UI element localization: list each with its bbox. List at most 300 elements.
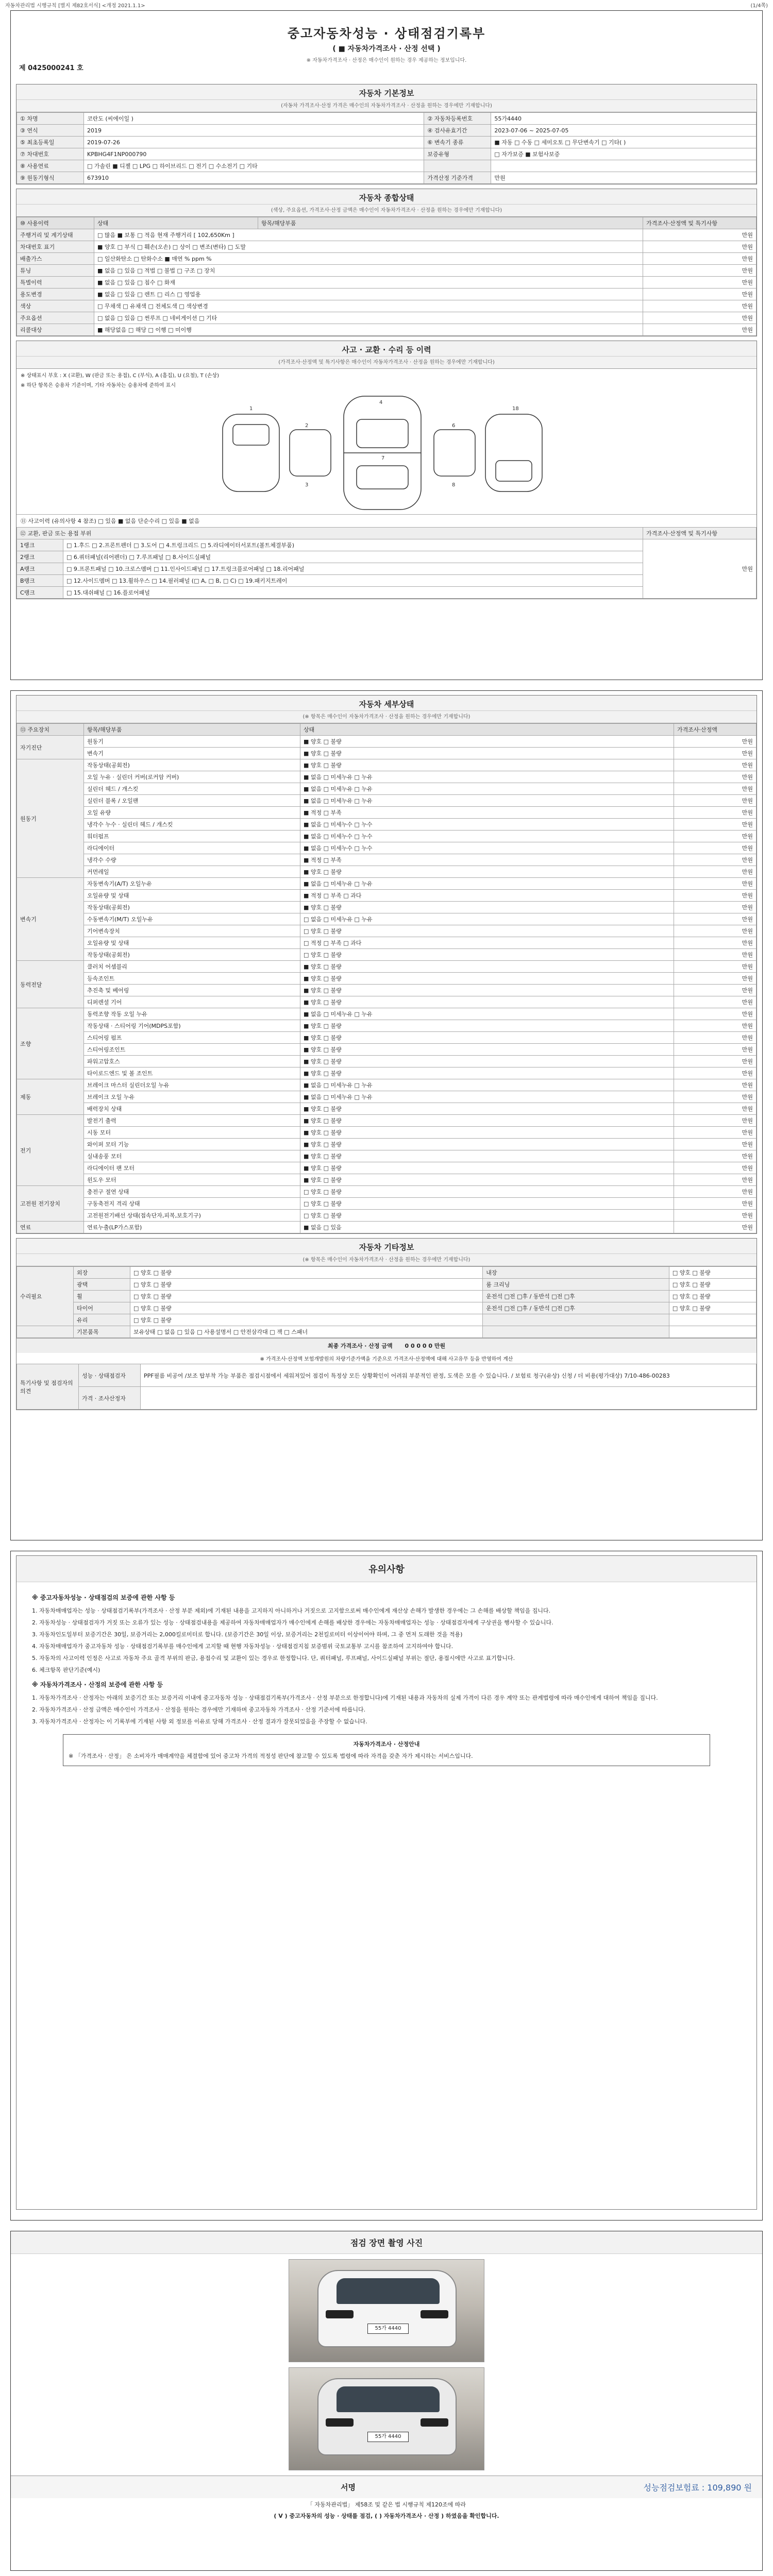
repair-price-head: 가격조사·산정액 및 특기사항 bbox=[643, 528, 757, 539]
detail-price: 만원 bbox=[674, 1186, 757, 1198]
detail-price: 만원 bbox=[674, 1210, 757, 1222]
form-header bbox=[5, 0, 768, 9]
detail-price: 만원 bbox=[674, 878, 757, 890]
detail-price: 만원 bbox=[674, 1222, 757, 1233]
detail-state: ■ 적정 □ 부족 bbox=[300, 807, 674, 819]
other-subtitle: (※ 항목은 매수인이 자동차가격조사 · 산정을 원하는 경우에만 기재합니다) bbox=[16, 1254, 757, 1266]
detail-row bbox=[17, 1020, 757, 1032]
price-guide-box bbox=[63, 1734, 710, 1766]
detail-state: ■ 양호 □ 불량 bbox=[300, 996, 674, 1008]
summary-row bbox=[17, 289, 757, 300]
detail-subtitle: (※ 항목은 매수인이 자동차가격조사 · 산정을 원하는 경우에만 기재합니다) bbox=[16, 711, 757, 723]
detail-price: 만원 bbox=[674, 1115, 757, 1127]
detail-item: 오일유량 및 상태 bbox=[84, 890, 300, 902]
detail-state: ■ 없음 □ 미세누유 □ 누유 bbox=[300, 1008, 674, 1020]
inspection-fee: 성능점검보험료 : 109,890 원 bbox=[643, 2483, 752, 2493]
inspection-photo-2 bbox=[289, 2367, 484, 2470]
detail-state: ■ 없음 □ 미세누유 □ 누유 bbox=[300, 771, 674, 783]
summary-head: 상태 bbox=[94, 217, 258, 229]
other-blank bbox=[17, 1326, 74, 1338]
detail-state: ■ 양호 □ 불량 bbox=[300, 985, 674, 996]
summary-title: 자동차 종합상태 bbox=[16, 189, 757, 205]
other-row bbox=[17, 1279, 757, 1291]
detail-row bbox=[17, 771, 757, 783]
other-repair-label: 수리필요 bbox=[17, 1267, 74, 1326]
detail-group: 동력전달 bbox=[17, 961, 84, 1008]
svg-text:8: 8 bbox=[452, 482, 456, 488]
summary-section bbox=[16, 189, 757, 336]
law-text-2: ( V ) 중고자동차의 성능 · 상태를 점검, ( ) 자동차가격조사 · 산정 ) 하였음을 확인합니다. bbox=[274, 2513, 499, 2519]
detail-item: 냉각수 누수 · 실린더 헤드 / 개스킷 bbox=[84, 819, 300, 831]
detail-price: 만원 bbox=[674, 771, 757, 783]
detail-state: ■ 적정 □ 부족 bbox=[300, 854, 674, 866]
detail-item: 작동상태(공회전) bbox=[84, 759, 300, 771]
basic-info-section bbox=[16, 84, 757, 184]
detail-row bbox=[17, 1222, 757, 1233]
other-value-2: □ 양호 □ 불량 bbox=[669, 1302, 756, 1314]
detail-row bbox=[17, 866, 757, 878]
detail-row bbox=[17, 913, 757, 925]
other-value-2 bbox=[669, 1326, 756, 1338]
summary-price: 만원 bbox=[643, 312, 757, 324]
detail-item: 라디에이터 bbox=[84, 842, 300, 854]
detail-state: ■ 없음 □ 미세누유 □ 누유 bbox=[300, 878, 674, 890]
detail-price: 만원 bbox=[674, 1139, 757, 1150]
detail-row bbox=[17, 1186, 757, 1198]
repair-rank: 2랭크 bbox=[17, 551, 63, 563]
detail-price: 만원 bbox=[674, 937, 757, 949]
detail-group: 연료 bbox=[17, 1222, 84, 1233]
detail-row bbox=[17, 842, 757, 854]
summary-key: 튜닝 bbox=[17, 265, 94, 277]
detail-item: 시동 모터 bbox=[84, 1127, 300, 1139]
detail-row bbox=[17, 961, 757, 973]
detail-section bbox=[16, 695, 757, 1234]
other-key-2: 내장 bbox=[483, 1267, 669, 1279]
basic-row bbox=[17, 160, 757, 172]
detail-item: 스티어링조인트 bbox=[84, 1044, 300, 1056]
basic-row bbox=[17, 137, 757, 148]
repair-rank: 1랭크 bbox=[17, 539, 63, 551]
basic-value: 55가4440 bbox=[491, 113, 757, 125]
basic-key: 가격산정 기준가격 bbox=[424, 172, 491, 184]
other-key: 유리 bbox=[74, 1314, 130, 1326]
summary-value: ■ 해당없음 □ 해당 □ 이행 □ 미이행 bbox=[94, 324, 643, 336]
svg-text:1: 1 bbox=[249, 406, 253, 412]
detail-state: ■ 양호 □ 불량 bbox=[300, 1150, 674, 1162]
detail-row bbox=[17, 925, 757, 937]
detail-state: □ 없음 □ 미세누유 □ 누유 bbox=[300, 913, 674, 925]
detail-state: ■ 양호 □ 불량 bbox=[300, 759, 674, 771]
page-2 bbox=[10, 690, 763, 1540]
detail-row bbox=[17, 1091, 757, 1103]
detail-row bbox=[17, 1079, 757, 1091]
summary-key: 리콜대상 bbox=[17, 324, 94, 336]
other-key-2: 룸 크리닝 bbox=[483, 1279, 669, 1291]
detail-price: 만원 bbox=[674, 913, 757, 925]
basic-row bbox=[17, 113, 757, 125]
detail-row bbox=[17, 1174, 757, 1186]
detail-group: 전기 bbox=[17, 1115, 84, 1186]
notice-body bbox=[16, 1582, 757, 1780]
basic-row bbox=[17, 125, 757, 137]
detail-item: 오일 유량 bbox=[84, 807, 300, 819]
other-value: □ 양호 □ 불량 bbox=[130, 1267, 483, 1279]
page-4 bbox=[10, 2231, 763, 2571]
special-text-2 bbox=[141, 1387, 757, 1410]
repair-head: ⑫ 교환, 판금 또는 용접 부위 bbox=[17, 528, 643, 539]
sign-row bbox=[11, 2476, 762, 2498]
other-key-2: 운전석 □전 □후 / 동반석 □전 □후 bbox=[483, 1302, 669, 1314]
detail-head: 항목/해당부품 bbox=[84, 724, 300, 736]
other-key: 외장 bbox=[74, 1267, 130, 1279]
basic-value: 코란도 (씨에이일 ) bbox=[84, 113, 424, 125]
notice-item: 2. 자동차가격조사 · 산정 금액은 매수인이 가격조사 · 산정을 원하는 경우에만 기재하며 중고자동차 가격조사 · 산정 기준서에 따릅니다. bbox=[32, 1706, 366, 1713]
summary-price: 만원 bbox=[643, 265, 757, 277]
detail-price: 만원 bbox=[674, 819, 757, 831]
detail-item: 구동축전지 격리 상태 bbox=[84, 1198, 300, 1210]
other-table bbox=[16, 1266, 757, 1338]
summary-value: □ 무채색 □ 유채색 □ 전체도색 □ 색상변경 bbox=[94, 300, 643, 312]
notice-item: 1. 자동차가격조사 · 산정자는 아래의 보증기간 또는 보증거리 이내에 중고자동차 성능 · 상태점검기록부(가격조사 · 산정 부분으로 한정합니다)에 기재된 내용과 자동차의 실제 가격이 다른 경우 계약 또는 관계법령에 따라 매수인에게 대하여 책임을 집니다. bbox=[32, 1694, 658, 1701]
detail-item: 연료누출(LP가스포함) bbox=[84, 1222, 300, 1233]
detail-price: 만원 bbox=[674, 1044, 757, 1056]
other-row bbox=[17, 1314, 757, 1326]
detail-row bbox=[17, 1067, 757, 1079]
special-label: 특기사항 및 점검자의 의견 bbox=[17, 1364, 79, 1410]
detail-price: 만원 bbox=[674, 1174, 757, 1186]
notice-item: 3. 자동차인도일부터 보증기간은 30일, 보증거리는 2,000킬로미터로 합니다. (보증기간은 30일 이상, 보증거리는 2천킬로미터 이상이어야 하며, 그 중 먼저 도래한 것을 적용) bbox=[32, 1631, 463, 1638]
notice-list-1 bbox=[32, 1606, 741, 1674]
detail-item: 타이로드엔드 및 볼 조인트 bbox=[84, 1067, 300, 1079]
basic-info-subtitle: (자동차 가격조사·산정 가격은 매수인의 자동차가격조사 · 산정을 원하는 경우에만 기재합니다) bbox=[16, 100, 757, 112]
basic-value: □ 자가보증 ■ 보험사보증 bbox=[491, 148, 757, 160]
detail-state: ■ 없음 □ 미세누유 □ 누유 bbox=[300, 795, 674, 807]
detail-item: 커먼레일 bbox=[84, 866, 300, 878]
form-subtitle: ( ■ 자동차가격조사 · 산정 선택 ) bbox=[332, 45, 441, 53]
basic-key: ⑨ 원동기형식 bbox=[17, 172, 84, 184]
basic-key bbox=[424, 160, 491, 172]
detail-row bbox=[17, 1127, 757, 1139]
price-guide-title: 자동차가격조사 · 산정안내 bbox=[353, 1741, 420, 1748]
detail-price: 만원 bbox=[674, 949, 757, 961]
notice-list-2 bbox=[32, 1693, 741, 1726]
repair-parts: □ 15.대쉬패널 □ 16.플로어패널 bbox=[63, 587, 643, 599]
detail-state: ■ 양호 □ 불량 bbox=[300, 1127, 674, 1139]
detail-state: ■ 없음 □ 미세누수 □ 누수 bbox=[300, 819, 674, 831]
total-label: 최종 가격조사 · 산정 금액 bbox=[327, 1343, 393, 1349]
other-value-2: □ 양호 □ 불량 bbox=[669, 1267, 756, 1279]
detail-row bbox=[17, 1008, 757, 1020]
detail-head: 상태 bbox=[300, 724, 674, 736]
summary-row bbox=[17, 229, 757, 241]
form-header-left: 자동차관리법 시행규칙 [별지 제82호서식] <개정 2021.1.1> bbox=[5, 3, 145, 9]
detail-row bbox=[17, 759, 757, 771]
detail-price: 만원 bbox=[674, 1056, 757, 1067]
detail-row bbox=[17, 1150, 757, 1162]
detail-row bbox=[17, 819, 757, 831]
summary-table bbox=[16, 217, 757, 336]
detail-item: 작동상태(공회전) bbox=[84, 902, 300, 913]
repair-parts: □ 12.사이드멤버 □ 13.휠하우스 □ 14.필러패널 (□ A, □ B, □ C) □ 19.패키지트레이 bbox=[63, 575, 643, 587]
detail-item: 자동변속기(A/T) 오일누유 bbox=[84, 878, 300, 890]
basic-value: 673910 bbox=[84, 172, 424, 184]
detail-row bbox=[17, 1139, 757, 1150]
detail-price: 만원 bbox=[674, 1008, 757, 1020]
detail-item: 윈도우 모터 bbox=[84, 1174, 300, 1186]
detail-row bbox=[17, 1056, 757, 1067]
detail-item: 워터펌프 bbox=[84, 831, 300, 842]
repair-row bbox=[17, 539, 757, 551]
detail-state: ■ 양호 □ 불량 bbox=[300, 1032, 674, 1044]
notice-title: 유의사항 bbox=[16, 1556, 757, 1582]
sign-title: 서명 bbox=[341, 2483, 356, 2492]
detail-row bbox=[17, 736, 757, 748]
detail-row bbox=[17, 878, 757, 890]
repair-parts: □ 9.프론트패널 □ 10.크로스멤버 □ 11.인사이드패널 □ 17.트렁크플로어패널 □ 18.리어패널 bbox=[63, 563, 643, 575]
summary-value: ■ 양호 □ 부식 □ 훼손(오손) □ 상이 □ 변조(변타) □ 도말 bbox=[94, 241, 643, 253]
detail-price: 만원 bbox=[674, 831, 757, 842]
detail-row bbox=[17, 890, 757, 902]
detail-item: 수동변속기(M/T) 오일누유 bbox=[84, 913, 300, 925]
detail-item: 스티어링 펌프 bbox=[84, 1032, 300, 1044]
detail-row bbox=[17, 748, 757, 759]
detail-state: ■ 없음 □ 미세누수 □ 누수 bbox=[300, 831, 674, 842]
notice-item: 3. 자동차가격조사 · 산정자는 이 기록부에 기재된 사항 외 정보를 이유로 당해 가격조사 · 산정 결과가 잘못되었음을 주장할 수 없습니다. bbox=[32, 1718, 367, 1725]
detail-item: 파워고압호스 bbox=[84, 1056, 300, 1067]
detail-state: ■ 양호 □ 불량 bbox=[300, 1044, 674, 1056]
basic-key: ⑤ 최초등록일 bbox=[17, 137, 84, 148]
repair-parts: □ 6.쿼터패널(리어펜더) □ 7.루프패널 □ 8.사이드실패널 bbox=[63, 551, 643, 563]
notice-item: 4. 자동차매매업자가 중고자동차 성능 · 상태점검기록부를 매수인에게 고지할 때 현행 자동차성능 · 상태점검지침 보증범위 국토교통부 고시를 참조하여 고지하여야 합니다. bbox=[32, 1643, 453, 1650]
page-1 bbox=[10, 10, 763, 680]
repair-rank: B랭크 bbox=[17, 575, 63, 587]
detail-state: ■ 양호 □ 불량 bbox=[300, 1174, 674, 1186]
summary-price: 만원 bbox=[643, 229, 757, 241]
notice-item: 6. 체크항목 판단기준(예시) bbox=[32, 1667, 100, 1673]
other-row bbox=[17, 1291, 757, 1302]
detail-price: 만원 bbox=[674, 1091, 757, 1103]
svg-text:6: 6 bbox=[452, 423, 456, 429]
detail-price: 만원 bbox=[674, 1150, 757, 1162]
detail-row bbox=[17, 831, 757, 842]
notice-item: 1. 자동차매매업자는 성능 · 상태점검기록부(가격조사 · 산정 부분 제외)에 기재된 내용을 고지하지 아니하거나 거짓으로 고지함으로써 매수인에게 재산상 손해가 발생한 경우에는 그 손해를 배상할 책임을 집니다. bbox=[32, 1607, 551, 1614]
special-table bbox=[16, 1364, 757, 1410]
detail-item: 실린더 헤드 / 개스킷 bbox=[84, 783, 300, 795]
other-key: 휠 bbox=[74, 1291, 130, 1302]
other-title: 자동차 기타정보 bbox=[16, 1239, 757, 1254]
notice-item: 5. 자동차의 사고이력 인정은 사고로 자동차 주요 골격 부위의 판금, 용접수리 및 교환이 있는 경우로 한정합니다. 단, 쿼터패널, 루프패널, 사이드실패널 부위는 절단, 용접시에만 사고로 표기합니다. bbox=[32, 1655, 515, 1662]
detail-head: 가격조사·산정액 bbox=[674, 724, 757, 736]
detail-price: 만원 bbox=[674, 1032, 757, 1044]
detail-item: 와이퍼 모터 기능 bbox=[84, 1139, 300, 1150]
svg-text:7: 7 bbox=[381, 455, 385, 461]
detail-state: □ 양호 □ 불량 bbox=[300, 1186, 674, 1198]
detail-price: 만원 bbox=[674, 854, 757, 866]
summary-value: □ 일산화탄소 □ 탄화수소 ■ 매연 % ppm % bbox=[94, 253, 643, 265]
other-value: 보유상태 □ 없음 □ 있음 □ 사용설명서 □ 안전삼각대 □ 잭 □ 스패너 bbox=[130, 1326, 483, 1338]
detail-state: ■ 없음 □ 미세누유 □ 누유 bbox=[300, 1079, 674, 1091]
other-value: □ 양호 □ 불량 bbox=[130, 1302, 483, 1314]
form-title: 중고자동차성능 · 상태점검기록부 bbox=[287, 26, 486, 41]
basic-info-table bbox=[16, 112, 757, 184]
summary-head: 항목/해당부품 bbox=[258, 217, 643, 229]
svg-text:2: 2 bbox=[305, 423, 309, 429]
summary-price: 만원 bbox=[643, 277, 757, 289]
basic-key: ③ 연식 bbox=[17, 125, 84, 137]
detail-row bbox=[17, 973, 757, 985]
other-value: □ 양호 □ 불량 bbox=[130, 1314, 483, 1326]
detail-row bbox=[17, 902, 757, 913]
detail-price: 만원 bbox=[674, 961, 757, 973]
detail-group: 변속기 bbox=[17, 878, 84, 961]
photo-1-plate: 55가 4440 bbox=[367, 2324, 409, 2334]
summary-price: 만원 bbox=[643, 324, 757, 336]
detail-state: ■ 양호 □ 불량 bbox=[300, 961, 674, 973]
detail-price: 만원 bbox=[674, 1198, 757, 1210]
detail-state: ■ 양호 □ 불량 bbox=[300, 1020, 674, 1032]
photo-2-plate: 55가 4440 bbox=[367, 2432, 409, 2442]
detail-price: 만원 bbox=[674, 1103, 757, 1115]
detail-item: 클러치 어셈블리 bbox=[84, 961, 300, 973]
detail-group: 조향 bbox=[17, 1008, 84, 1079]
detail-price: 만원 bbox=[674, 795, 757, 807]
detail-price: 만원 bbox=[674, 736, 757, 748]
special-sub-2: 가격 · 조사산정자 bbox=[79, 1387, 141, 1410]
car-outline-diagram bbox=[217, 394, 547, 512]
detail-state: □ 양호 □ 불량 bbox=[300, 949, 674, 961]
total-note: ※ 가격조사·산정액 보험개발원의 차량기준가액을 기준으로 가격조사·산정액에 대해 사고유무 등을 반영하여 계산 bbox=[260, 1357, 513, 1362]
car-diagram bbox=[16, 391, 757, 514]
summary-price: 만원 bbox=[643, 289, 757, 300]
repair-price: 만원 bbox=[643, 539, 757, 599]
other-value-2 bbox=[669, 1314, 756, 1326]
basic-key: ⑧ 사용연료 bbox=[17, 160, 84, 172]
detail-item: 냉각수 수량 bbox=[84, 854, 300, 866]
other-row bbox=[17, 1302, 757, 1314]
basic-value: 만원 bbox=[491, 172, 757, 184]
notice-sub-1: ※ 중고자동차성능 · 상태점검의 보증에 관한 사항 등 bbox=[32, 1594, 175, 1601]
summary-key: 용도변경 bbox=[17, 289, 94, 300]
special-sub-1: 성능 · 상태점검자 bbox=[79, 1364, 141, 1387]
summary-head: ⑩ 사용이력 bbox=[17, 217, 94, 229]
detail-price: 만원 bbox=[674, 902, 757, 913]
other-key-2 bbox=[483, 1314, 669, 1326]
detail-state: ■ 양호 □ 불량 bbox=[300, 902, 674, 913]
form-title-note: ※ 자동차가격조사 · 산정은 매수인이 원하는 경우 제공하는 정보입니다. bbox=[306, 58, 467, 63]
detail-state: ■ 없음 □ 있음 bbox=[300, 1222, 674, 1233]
detail-row bbox=[17, 1162, 757, 1174]
detail-title: 자동차 세부상태 bbox=[16, 696, 757, 711]
summary-value: ■ 없음 □ 있음 □ 침수 □ 화재 bbox=[94, 277, 643, 289]
detail-item: 추진축 및 베어링 bbox=[84, 985, 300, 996]
notice-item: 2. 자동차성능 · 상태점검자가 거짓 또는 오류가 있는 성능 · 상태점검내용을 제공하여 자동차매매업자가 매수인에게 손해를 배상한 경우에는 자동차매매업자는 성능 · 상태점검자에게 구상권을 행사할 수 있습니다. bbox=[32, 1619, 553, 1626]
detail-price: 만원 bbox=[674, 890, 757, 902]
detail-group: 제동 bbox=[17, 1079, 84, 1115]
detail-state: ■ 양호 □ 불량 bbox=[300, 736, 674, 748]
detail-item: 발전기 출력 bbox=[84, 1115, 300, 1127]
basic-value: KPBHG4F1NP000790 bbox=[84, 148, 424, 160]
accident-section bbox=[16, 341, 757, 599]
summary-key: 특별이력 bbox=[17, 277, 94, 289]
detail-item: 브레이크 오일 누유 bbox=[84, 1091, 300, 1103]
detail-price: 만원 bbox=[674, 1162, 757, 1174]
detail-group: 원동기 bbox=[17, 759, 84, 878]
detail-price: 만원 bbox=[674, 996, 757, 1008]
summary-row bbox=[17, 300, 757, 312]
detail-item: 라디에이터 팬 모터 bbox=[84, 1162, 300, 1174]
summary-key: 색상 bbox=[17, 300, 94, 312]
summary-subtitle: (색상, 주요옵션, 가격조사·산정 금액은 매수인이 자동차가격조사 · 산정을 원하는 경우에만 기재합니다) bbox=[16, 205, 757, 217]
svg-text:4: 4 bbox=[379, 400, 383, 405]
other-row bbox=[17, 1267, 757, 1279]
basic-key: ⑦ 차대번호 bbox=[17, 148, 84, 160]
svg-text:18: 18 bbox=[512, 406, 519, 412]
detail-row bbox=[17, 949, 757, 961]
accident-subtitle: (가격조사·산정액 및 특기사항은 매수인이 자동차가격조사 · 산정을 원하는 경우에만 기재합니다) bbox=[16, 357, 757, 369]
detail-price: 만원 bbox=[674, 866, 757, 878]
basic-value: ■ 자동 □ 수동 □ 세미오토 □ 무단변속기 □ 기타( ) bbox=[491, 137, 757, 148]
detail-item: 작동상태(공회전) bbox=[84, 949, 300, 961]
detail-row bbox=[17, 1044, 757, 1056]
detail-row bbox=[17, 807, 757, 819]
detail-price: 만원 bbox=[674, 1079, 757, 1091]
detail-row bbox=[17, 1210, 757, 1222]
repair-table bbox=[16, 527, 757, 599]
detail-item: 브레이크 마스터 실린더오일 누유 bbox=[84, 1079, 300, 1091]
detail-row bbox=[17, 1115, 757, 1127]
detail-item: 고전원전기배선 상태(접속단자,피복,보호기구) bbox=[84, 1210, 300, 1222]
detail-item: 동력조향 작동 오일 누유 bbox=[84, 1008, 300, 1020]
summary-row bbox=[17, 253, 757, 265]
other-key: 기본품목 bbox=[74, 1326, 130, 1338]
summary-key: 주요옵션 bbox=[17, 312, 94, 324]
detail-row bbox=[17, 996, 757, 1008]
detail-row bbox=[17, 1198, 757, 1210]
summary-key: 주행거리 및 계기상태 bbox=[17, 229, 94, 241]
summary-value: □ 없음 □ 있음 □ 썬루프 □ 네비게이션 □ 기타 bbox=[94, 312, 643, 324]
detail-row bbox=[17, 937, 757, 949]
basic-key: ⑥ 변속기 종류 bbox=[424, 137, 491, 148]
detail-item: 등속조인트 bbox=[84, 973, 300, 985]
detail-item: 실린더 블록 / 오일팬 bbox=[84, 795, 300, 807]
detail-item: 기어변속장치 bbox=[84, 925, 300, 937]
detail-state: ■ 양호 □ 불량 bbox=[300, 973, 674, 985]
svg-text:3: 3 bbox=[305, 482, 309, 488]
basic-value: □ 가솔린 ■ 디젤 □ LPG □ 하이브리드 □ 전기 □ 수소전기 □ 기타 bbox=[84, 160, 424, 172]
basic-row bbox=[17, 172, 757, 184]
detail-price: 만원 bbox=[674, 759, 757, 771]
detail-head: ⑬ 주요장치 bbox=[17, 724, 84, 736]
basic-info-title: 자동차 기본정보 bbox=[16, 84, 757, 100]
detail-state: ■ 양호 □ 불량 bbox=[300, 1056, 674, 1067]
detail-price: 만원 bbox=[674, 748, 757, 759]
other-section bbox=[16, 1238, 757, 1410]
detail-state: ■ 양호 □ 불량 bbox=[300, 1115, 674, 1127]
detail-price: 만원 bbox=[674, 973, 757, 985]
detail-item: 변속기 bbox=[84, 748, 300, 759]
basic-row bbox=[17, 148, 757, 160]
detail-price: 만원 bbox=[674, 807, 757, 819]
detail-item: 충전구 절연 상태 bbox=[84, 1186, 300, 1198]
document-number: 제 0425000241 호 bbox=[19, 64, 83, 72]
accident-legend-2: ※ 하단 항목은 승용차 기준이며, 기타 자동차는 승용차에 준하여 표시 bbox=[21, 383, 176, 388]
special-text-1: PPF필름 비공여 /보조 탑부착 가능 부품은 점검시점에서 세워져있어 점검이 특정상 모든 상황확인이 어려워 부분적인 판정, 도색은 모를 수 있습니다. / 보험료 청구(유상) 신청 / 더 비용(평가대상) 7/10-486-00283 bbox=[141, 1364, 757, 1387]
price-guide-text: ※ 「가격조사 · 산정」 은 소비자가 매매계약을 체결함에 있어 중고차 가격의 적정성 판단에 참고할 수 있도록 법령에 따라 자격을 갖춘 자가 제시하는 서비스입니다. bbox=[69, 1753, 473, 1759]
detail-item: 디퍼렌셜 기어 bbox=[84, 996, 300, 1008]
detail-state: ■ 없음 □ 미세누유 □ 누유 bbox=[300, 783, 674, 795]
detail-group: 고전원 전기장치 bbox=[17, 1186, 84, 1222]
